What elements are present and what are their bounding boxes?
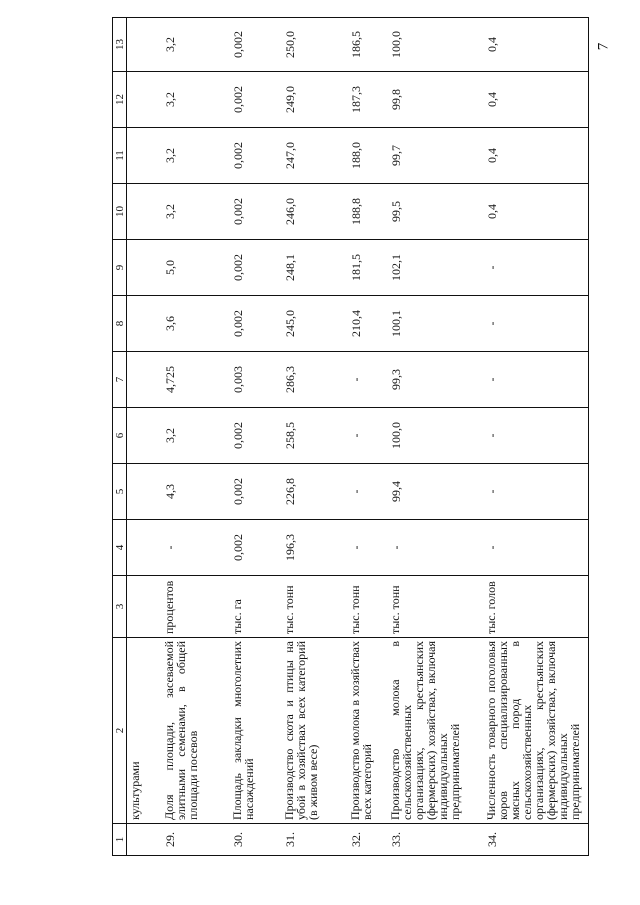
header-cell: 5 <box>113 464 127 520</box>
unit-of-measure: тыс. тонн <box>383 576 479 638</box>
value-cell: 187,3 <box>343 72 383 128</box>
value-cell: 99,4 <box>383 464 479 520</box>
value-cell: 3,2 <box>157 408 225 464</box>
value-cell: 100,0 <box>383 18 479 72</box>
unit-of-measure: тыс. га <box>225 576 277 638</box>
header-cell: 13 <box>113 18 127 72</box>
row-number: 32. <box>343 824 383 856</box>
indicator-name: Площадь закладки многолетних насаждений <box>225 638 277 824</box>
value-cell: 0,002 <box>225 464 277 520</box>
header-cell: 12 <box>113 72 127 128</box>
value-cell: 188,0 <box>343 128 383 184</box>
unit-of-measure: тыс. тонн <box>343 576 383 638</box>
value-cell: 99,7 <box>383 128 479 184</box>
value-cell: 3,2 <box>157 184 225 240</box>
rotated-table-container <box>112 18 582 856</box>
page-number: 7 <box>595 42 612 51</box>
value-cell: 99,5 <box>383 184 479 240</box>
value-cell: 3,6 <box>157 296 225 352</box>
value-cell: 0,4 <box>479 18 589 72</box>
row-number: 31. <box>277 824 343 856</box>
value-cell <box>127 128 157 184</box>
indicator-name: Производство скота и птицы на убой в хозяйствах всех категорий (в живом весе) <box>277 638 343 824</box>
row-number: 29. <box>157 824 225 856</box>
value-cell: 3,2 <box>157 128 225 184</box>
header-cell: 9 <box>113 240 127 296</box>
value-cell: 0,003 <box>225 352 277 408</box>
value-cell <box>127 18 157 72</box>
unit-of-measure: тыс. голов <box>479 576 589 638</box>
header-cell: 3 <box>113 576 127 638</box>
table-row <box>157 18 225 856</box>
indicator-name: Производство молока в хозяйствах всех категорий <box>343 638 383 824</box>
value-cell: - <box>479 520 589 576</box>
row-number: 30. <box>225 824 277 856</box>
value-cell: - <box>343 408 383 464</box>
value-cell: - <box>343 352 383 408</box>
value-cell: - <box>479 240 589 296</box>
value-cell: 0,002 <box>225 520 277 576</box>
header-cell: 6 <box>113 408 127 464</box>
value-cell <box>127 464 157 520</box>
header-cell: 7 <box>113 352 127 408</box>
value-cell: - <box>157 520 225 576</box>
value-cell: 286,3 <box>277 352 343 408</box>
header-cell: 2 <box>113 638 127 824</box>
header-cell: 8 <box>113 296 127 352</box>
header-cell: 11 <box>113 128 127 184</box>
value-cell: 196,3 <box>277 520 343 576</box>
value-cell: - <box>479 408 589 464</box>
value-cell: 0,002 <box>225 128 277 184</box>
value-cell: 0,002 <box>225 184 277 240</box>
value-cell: 99,3 <box>383 352 479 408</box>
table-row <box>479 18 589 856</box>
value-cell: 186,5 <box>343 18 383 72</box>
value-cell: - <box>479 464 589 520</box>
value-cell: 258,5 <box>277 408 343 464</box>
value-cell: 210,4 <box>343 296 383 352</box>
value-cell: - <box>343 520 383 576</box>
value-cell: 0,002 <box>225 408 277 464</box>
value-cell: 4,725 <box>157 352 225 408</box>
value-cell: - <box>479 296 589 352</box>
value-cell: 250,0 <box>277 18 343 72</box>
indicator-name: Численность товарного поголовья коров специализированных мясных пород в сельскохозяйственных организациях, крестьянских (фермерских) хозяйствах, включая индивидуальных предпринимателей <box>479 638 589 824</box>
value-cell: 4,3 <box>157 464 225 520</box>
unit-of-measure: процентов <box>157 576 225 638</box>
table-row <box>383 18 479 856</box>
value-cell: 245,0 <box>277 296 343 352</box>
value-cell <box>127 296 157 352</box>
value-cell: 100,0 <box>383 408 479 464</box>
value-cell: 246,0 <box>277 184 343 240</box>
table-row <box>343 18 383 856</box>
table-row <box>277 18 343 856</box>
value-cell: 3,2 <box>157 72 225 128</box>
row-number: 33. <box>383 824 479 856</box>
value-cell: 181,5 <box>343 240 383 296</box>
value-cell: - <box>383 520 479 576</box>
value-cell <box>127 240 157 296</box>
value-cell <box>127 520 157 576</box>
value-cell: - <box>479 352 589 408</box>
value-cell: 0,4 <box>479 184 589 240</box>
value-cell <box>127 184 157 240</box>
value-cell <box>127 408 157 464</box>
value-cell: 100,1 <box>383 296 479 352</box>
value-cell <box>127 72 157 128</box>
value-cell: 0,002 <box>225 18 277 72</box>
value-cell: 0,002 <box>225 296 277 352</box>
row-number <box>127 824 157 856</box>
value-cell: 102,1 <box>383 240 479 296</box>
value-cell <box>127 352 157 408</box>
value-cell: 188,8 <box>343 184 383 240</box>
indicator-name: Производство молока в сельскохозяйственных организациях, крестьянских (фермерских) хозяйствах, включая индивидуальных предпринимателей <box>383 638 479 824</box>
header-row <box>113 18 127 856</box>
value-cell: 249,0 <box>277 72 343 128</box>
value-cell: 3,2 <box>157 18 225 72</box>
row-number: 34. <box>479 824 589 856</box>
table-row <box>127 18 157 856</box>
value-cell: 247,0 <box>277 128 343 184</box>
value-cell: 5,0 <box>157 240 225 296</box>
indicator-name: Доля площади, засеваемой элитными семенами, в общей площади посевов <box>157 638 225 824</box>
unit-of-measure <box>127 576 157 638</box>
unit-of-measure: тыс. тонн <box>277 576 343 638</box>
indicator-name: культурами <box>127 638 157 824</box>
value-cell: 0,4 <box>479 72 589 128</box>
value-cell: 0,002 <box>225 72 277 128</box>
value-cell: 0,4 <box>479 128 589 184</box>
header-cell: 10 <box>113 184 127 240</box>
value-cell: 0,002 <box>225 240 277 296</box>
value-cell: 226,8 <box>277 464 343 520</box>
indicators-table <box>112 17 589 856</box>
table-row <box>225 18 277 856</box>
header-cell: 1 <box>113 824 127 856</box>
header-cell: 4 <box>113 520 127 576</box>
value-cell: 248,1 <box>277 240 343 296</box>
value-cell: 99,8 <box>383 72 479 128</box>
value-cell: - <box>343 464 383 520</box>
